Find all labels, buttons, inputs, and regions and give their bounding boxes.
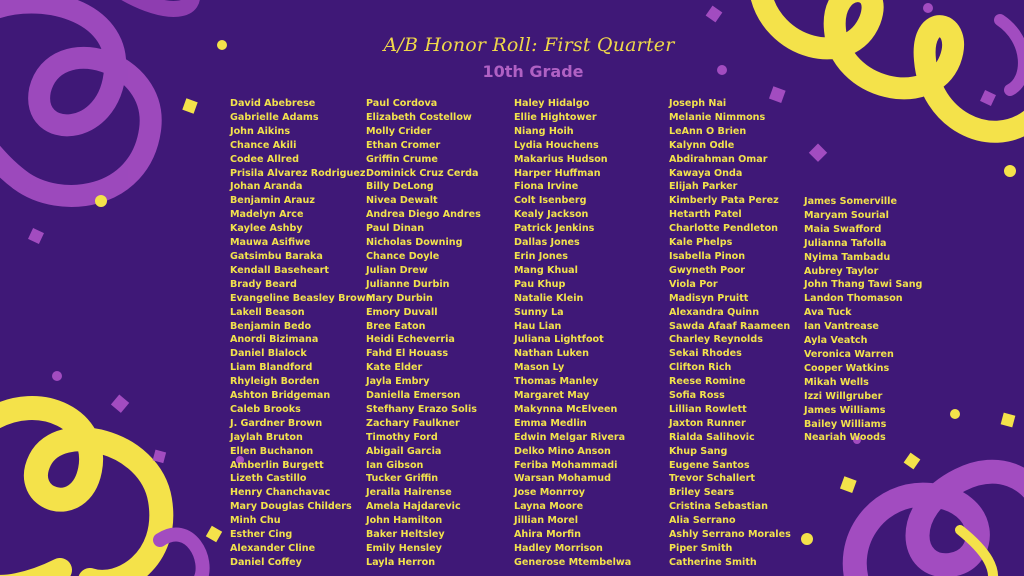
names-column-1 — [230, 97, 372, 570]
student-name: Chance Akili — [230, 139, 297, 151]
student-name: Viola Por — [669, 278, 718, 290]
purple-ribbon-top-left — [0, 3, 151, 196]
student-name: Erin Jones — [514, 250, 568, 262]
student-name: Kate Elder — [366, 362, 423, 374]
student-name: Nivea Dewalt — [366, 195, 438, 207]
student-name: Alexander Cline — [230, 543, 316, 554]
student-name: Daniel Blalock — [230, 348, 307, 360]
student-name: Mikah Wells — [804, 376, 869, 388]
student-name: Aubrey Taylor — [804, 265, 879, 277]
student-name: Paul Dinan — [366, 223, 425, 235]
student-name: Jeraila Hairense — [366, 487, 452, 499]
student-name: Cristina Sebastian — [669, 501, 768, 513]
student-name: Feriba Mohammadi — [514, 459, 618, 471]
student-name: Briley Sears — [669, 487, 735, 499]
student-name: Daniel Coffey — [230, 556, 302, 568]
student-name: Fiona Irvine — [514, 181, 579, 193]
student-name: James Williams — [804, 404, 886, 416]
student-name: Maryam Sourial — [804, 209, 889, 221]
student-name: Hau Lian — [514, 320, 562, 332]
student-name: Amela Hajdarevic — [366, 501, 461, 513]
student-name: Esther Cing — [230, 529, 293, 541]
student-name: Zachary Faulkner — [366, 417, 460, 429]
student-name: Pau Khup — [514, 278, 566, 290]
purple-ribbon-top-left-small — [120, 0, 192, 9]
yellow-ribbon-bottom-left — [0, 408, 161, 576]
student-name: Joseph Nai — [669, 98, 727, 109]
student-name: Melanie Nimmons — [669, 111, 766, 123]
student-name: Harper Huffman — [514, 167, 601, 179]
student-name: Liam Blandford — [230, 362, 313, 374]
student-name: Anordi Bizimana — [230, 334, 319, 346]
student-name: Trevor Schallert — [669, 473, 755, 485]
student-name: Minh Chu — [230, 515, 281, 527]
student-name: Benjamin Bedo — [230, 320, 312, 332]
student-name: Nicholas Downing — [366, 237, 463, 249]
student-name: Haley Hidalgo — [514, 98, 590, 109]
student-name: Kendall Baseheart — [230, 264, 329, 276]
student-name: Natalie Klein — [514, 292, 584, 304]
student-name: Maia Swafford — [804, 223, 882, 235]
student-name: Rhyleigh Borden — [230, 376, 320, 388]
student-name: Warsan Mohamud — [514, 473, 611, 485]
student-name: Evangeline Beasley Brown — [230, 292, 373, 304]
student-name: Benjamin Arauz — [230, 195, 315, 207]
student-name: Madisyn Pruitt — [669, 292, 749, 304]
student-name: Abdirahman Omar — [669, 153, 768, 165]
student-name: Kawaya Onda — [669, 167, 743, 179]
student-name: Ian Gibson — [366, 459, 424, 471]
student-name: Mang Khual — [514, 264, 578, 276]
student-name: Abigail Garcia — [366, 445, 442, 457]
student-name: Cooper Watkins — [804, 362, 890, 374]
student-name: Mason Ly — [514, 362, 565, 374]
student-name: Kealy Jackson — [514, 209, 589, 221]
student-name: Isabella Pinon — [669, 250, 746, 262]
page-title: A/B Honor Roll: First Quarter — [383, 34, 675, 56]
student-name: Izzi Willgruber — [804, 390, 883, 402]
student-name: Alia Serrano — [669, 515, 736, 527]
student-name: Reese Romine — [669, 376, 746, 388]
student-name: Emma Medlin — [514, 417, 587, 429]
student-name: Lizeth Castillo — [230, 473, 307, 485]
student-name: Sekai Rhodes — [669, 348, 742, 360]
student-name: Margaret May — [514, 390, 590, 402]
student-name: Jaxton Runner — [669, 417, 746, 429]
student-name: Charley Reynolds — [669, 334, 763, 346]
student-name: Makarius Hudson — [514, 153, 608, 165]
student-name: Johan Aranda — [230, 181, 303, 193]
student-name: Eugene Santos — [669, 459, 750, 471]
student-name: Dominick Cruz Cerda — [366, 167, 479, 179]
student-name: Heidi Echeverria — [366, 334, 455, 346]
student-name: Landon Thomason — [804, 293, 903, 305]
student-name: Nyima Tambadu — [804, 251, 891, 263]
student-name: Julian Drew — [366, 264, 428, 276]
student-name: David Abebrese — [230, 98, 316, 109]
student-name: Piper Smith — [669, 543, 733, 554]
student-name: Ethan Cromer — [366, 139, 441, 151]
student-name: Elizabeth Costellow — [366, 111, 472, 123]
student-name: Ahira Morfin — [514, 529, 581, 541]
purple-ribbon-bottom-left — [160, 535, 203, 576]
student-name: Baker Heltsley — [366, 529, 445, 541]
student-name: J. Gardner Brown — [230, 417, 323, 429]
student-name: Jayla Embry — [366, 376, 430, 388]
student-name: Gatsimbu Baraka — [230, 250, 323, 262]
student-name: Jillian Morel — [514, 515, 579, 527]
student-name: Hetarth Patel — [669, 209, 742, 221]
student-name: Julianna Tafolla — [804, 237, 887, 249]
names-column-5 — [804, 195, 922, 445]
student-name: Elijah Parker — [669, 181, 738, 193]
student-name: Ellen Buchanon — [230, 445, 314, 457]
student-name: Ashton Bridgeman — [230, 390, 331, 402]
student-name: Griffin Crume — [366, 153, 438, 165]
student-name: Alexandra Quinn — [669, 306, 760, 318]
student-name: Molly Crider — [366, 125, 432, 137]
student-name: Dallas Jones — [514, 237, 580, 249]
student-name: Kalynn Odle — [669, 139, 735, 151]
student-name: Daniella Emerson — [366, 390, 461, 402]
student-name: Lillian Rowlett — [669, 403, 747, 415]
grade-subtitle: 10th Grade — [482, 62, 584, 81]
student-name: Khup Sang — [669, 445, 728, 457]
names-column-4 — [669, 97, 791, 570]
student-name: Layna Moore — [514, 501, 584, 513]
student-name: Ashly Serrano Morales — [669, 529, 791, 541]
student-name: Makynna McElveen — [514, 403, 618, 415]
student-name: Juliana Lightfoot — [514, 334, 604, 346]
student-name: Charlotte Pendleton — [669, 223, 779, 235]
student-name: Layla Herron — [366, 556, 436, 568]
student-name: Catherine Smith — [669, 556, 757, 568]
student-name: Mary Douglas Childers — [230, 501, 352, 513]
names-column-3 — [514, 97, 631, 570]
student-name: Delko Mino Anson — [514, 445, 611, 457]
student-name: Rialda Salihovic — [669, 431, 755, 443]
student-name: Madelyn Arce — [230, 209, 304, 221]
student-name: Kale Phelps — [669, 237, 733, 249]
student-name: Niang Hoih — [514, 125, 574, 137]
student-name: Sunny La — [514, 306, 564, 318]
student-name: Timothy Ford — [366, 431, 438, 443]
student-name: John Thang Tawi Sang — [804, 279, 923, 291]
student-name: Lydia Houchens — [514, 139, 599, 151]
student-name: Nathan Luken — [514, 348, 589, 360]
student-name: Lakell Beason — [230, 306, 305, 318]
student-name: Mary Durbin — [366, 292, 433, 304]
student-name: Bree Eaton — [366, 320, 426, 332]
student-name: Chance Doyle — [366, 250, 440, 262]
student-name: Stefhany Erazo Solis — [366, 403, 477, 415]
student-name: Ellie Hightower — [514, 111, 597, 123]
student-name: Neariah Woods — [804, 432, 886, 444]
student-name: Jaylah Bruton — [230, 431, 303, 443]
student-name: John Aikins — [230, 125, 291, 137]
student-name: Emily Hensley — [366, 543, 442, 554]
student-name: Kimberly Pata Perez — [669, 195, 779, 207]
student-name: LeAnn O Brien — [669, 125, 747, 137]
student-name: Julianne Durbin — [366, 278, 450, 290]
student-name: Jose Monrroy — [514, 487, 585, 499]
student-name: Patrick Jenkins — [514, 223, 595, 235]
student-name: Bailey Williams — [804, 418, 887, 430]
student-name: Andrea Diego Andres — [366, 209, 481, 221]
student-name: Sawda Afaaf Raameen — [669, 320, 791, 332]
student-name: James Somerville — [804, 196, 897, 207]
student-name: Brady Beard — [230, 278, 297, 290]
student-name: Generose Mtembelwa — [514, 556, 632, 568]
student-name: Caleb Brooks — [230, 403, 301, 415]
student-name: Colt Isenberg — [514, 195, 587, 207]
purple-ribbon-bottom-right — [855, 472, 1024, 576]
student-name: Veronica Warren — [804, 348, 894, 360]
student-name: Thomas Manley — [514, 376, 599, 388]
student-name: Hadley Morrison — [514, 543, 603, 554]
student-name: Amberlin Burgett — [230, 459, 324, 471]
student-name: Paul Cordova — [366, 98, 438, 109]
student-name: Sofia Ross — [669, 390, 725, 402]
student-name: Tucker Griffin — [366, 473, 439, 485]
student-name: Fahd El Houass — [366, 348, 449, 360]
student-name: Billy DeLong — [366, 181, 434, 193]
student-name: Ayla Veatch — [804, 335, 868, 347]
student-name: Edwin Melgar Rivera — [514, 431, 626, 443]
student-name: Emory Duvall — [366, 306, 438, 318]
student-name: Prisila Alvarez Rodriguez — [230, 167, 366, 179]
student-name: Codee Allred — [230, 153, 299, 165]
student-name: Ian Vantrease — [804, 321, 879, 333]
student-name: Henry Chanchavac — [230, 487, 331, 499]
student-name: Kaylee Ashby — [230, 223, 303, 235]
student-name: Mauwa Asifiwe — [230, 237, 311, 249]
student-name: John Hamilton — [366, 515, 443, 527]
student-name: Gabrielle Adams — [230, 111, 319, 123]
student-name: Ava Tuck — [804, 307, 852, 319]
names-column-2 — [366, 97, 481, 570]
student-name: Clifton Rich — [669, 362, 732, 374]
student-name: Gwyneth Poor — [669, 264, 746, 276]
